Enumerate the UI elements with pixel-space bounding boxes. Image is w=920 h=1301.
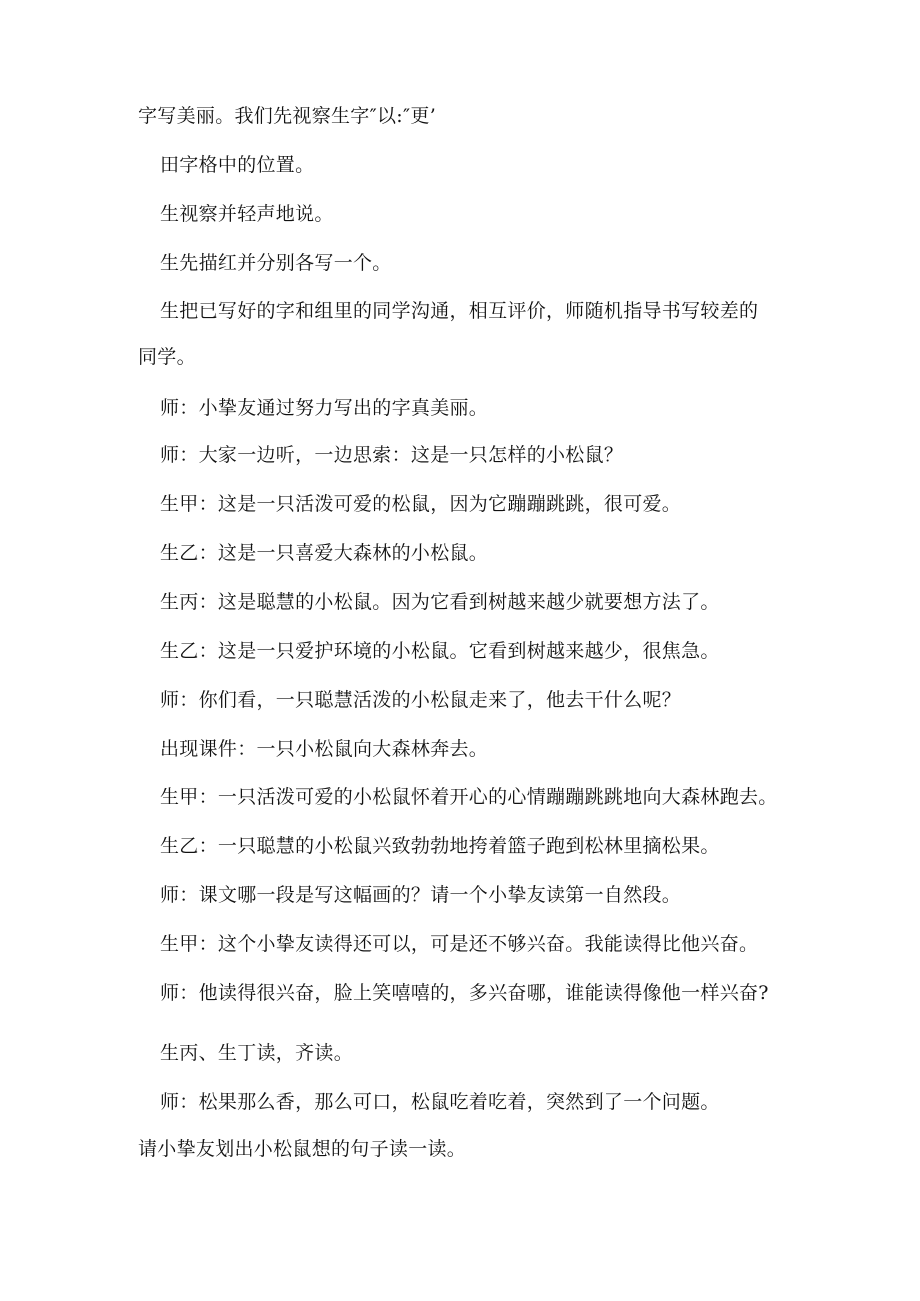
text-line-13: 师：你们看，一只聪慧活泼的小松鼠走来了，他去干什么呢？ [160,689,682,711]
text-line-20: 生丙、生丁读，齐读。 [160,1042,354,1064]
text-line-3: 生视察并轻声地说。 [160,203,334,225]
text-line-18: 生甲：这个小挚友读得还可以，可是还不够兴奋。我能读得比他兴奋。 [160,933,759,955]
text-line-14: 出现课件：一只小松鼠向大森林奔去。 [160,738,489,760]
text-line-17: 师：课文哪一段是写这幅画的？请一个小挚友读第一自然段。 [160,884,682,906]
text-line-10: 生乙：这是一只喜爱大森林的小松鼠。 [160,542,489,564]
text-line-7: 师：小挚友通过努力写出的字真美丽。 [160,397,489,419]
text-line-4: 生先描红并分别各写一个。 [160,252,392,274]
text-line-11: 生丙：这是聪慧的小松鼠。因为它看到树越来越少就要想方法了。 [160,591,720,613]
text-line-2: 田字格中的位置。 [160,154,315,176]
text-line-9: 生甲：这是一只活泼可爱的松鼠，因为它蹦蹦跳跳，很可爱。 [160,493,682,515]
text-line-6: 同学。 [138,346,196,368]
text-line-15: 生甲：一只活泼可爱的小松鼠怀着开心的心情蹦蹦跳跳地向大森林跑去。 [160,786,778,808]
text-line-22: 请小挚友划出小松鼠想的句子读一读。 [138,1138,467,1160]
text-line-19: 师：他读得很兴奋，脸上笑嘻嘻的，多兴奋哪，谁能读得像他一样兴奋? [160,982,769,1004]
text-line-16: 生乙：一只聪慧的小松鼠兴致勃勃地挎着篮子跑到松林里摘松果。 [160,835,720,857]
text-line-1: 字写美丽。我们先视察生字″以:″更’ [138,105,437,127]
text-line-8: 师：大家一边听，一边思索：这是一只怎样的小松鼠？ [160,444,624,466]
text-line-5: 生把已写好的字和组里的同学沟通，相互评价，师随机指导书写较差的 [160,300,759,322]
text-line-12: 生乙：这是一只爱护环境的小松鼠。它看到树越来越少，很焦急。 [160,640,720,662]
text-line-21: 师：松果那么香，那么可口，松鼠吃着吃着，突然到了一个问题。 [160,1091,720,1113]
